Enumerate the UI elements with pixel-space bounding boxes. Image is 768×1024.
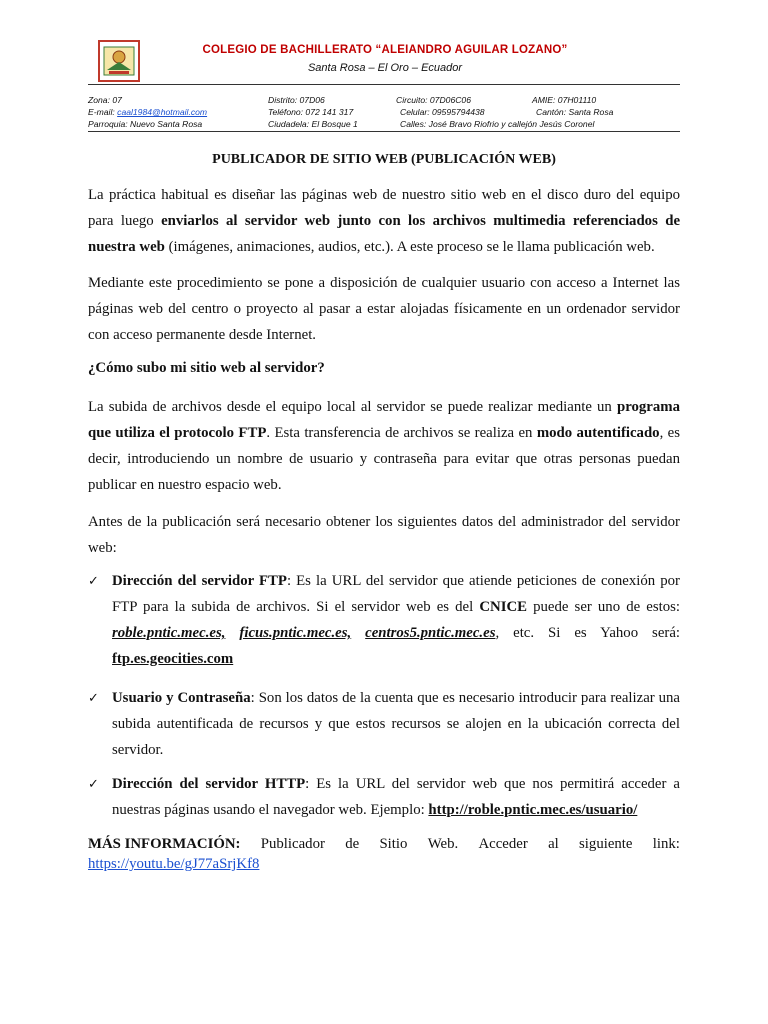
section-question: ¿Cómo subo mi sitio web al servidor?	[88, 360, 325, 376]
info-telefono: Teléfono: 072 141 317	[268, 107, 354, 117]
info-calles: Calles: José Bravo Riofrio y callejón Jesús Coronel	[400, 119, 595, 129]
more-information: MÁS INFORMACIÓN: Publicador de Sitio Web. Acceder al siguiente link: https://youtu.be/gJ77aSrjKf8	[88, 836, 680, 872]
document-title: PUBLICADOR DE SITIO WEB (PUBLICACIÓN WEB)	[212, 152, 556, 167]
header-top-divider	[88, 84, 680, 85]
info-parroquia: Parroquia: Nuevo Santa Rosa	[88, 119, 203, 129]
info-zona: Zona: 07	[88, 95, 122, 105]
bullet-user-password: Usuario y Contraseña: Son los datos de la cuenta que es necesario introducir para realizar una subida autentificada de recursos y que estos recursos se alojen en la ubicación correcta del servidor.	[112, 690, 681, 758]
paragraph-requirements: Antes de la publicación será necesario obtener los siguientes datos del administrador del servidor web:	[88, 514, 680, 556]
school-location: Santa Rosa – El Oro – Ecuador	[307, 62, 463, 74]
header-bottom-divider	[88, 131, 680, 132]
more-info-label: MÁS INFORMACIÓN:	[88, 836, 241, 852]
checkmark-icon: ✓	[88, 776, 99, 791]
example-url-link[interactable]: http://roble.pntic.mec.es/usuario/	[428, 802, 638, 818]
server-roble: roble.pntic.mec.es,	[112, 625, 226, 641]
paragraph-procedure: Mediante este procedimiento se pone a disposición de cualquier usuario con acceso a Internet las páginas web del centro o proyecto al pasar a estar alojadas físicamente en un ordenador servidor con acceso permanente desde Internet.	[88, 275, 680, 343]
bullet-http-server: Dirección del servidor HTTP: Es la URL del servidor web que nos permitirá acceder a nuestras páginas usando el navegador web. Ejemplo: http://roble.pntic.mec.es/usuario/	[112, 776, 680, 818]
info-canton: Cantón: Santa Rosa	[536, 107, 614, 117]
school-crest-logo	[98, 40, 140, 82]
paragraph-intro: La práctica habitual es diseñar las páginas web de nuestro sitio web en el disco duro del equipo para luego enviarlos al servidor web junto con los archivos multimedia referenciados de nuestra web (imágenes, animaciones, audios, etc.). A este proceso se le llama publicación web.	[88, 187, 681, 255]
bullet-ftp-server: Dirección del servidor FTP: Es la URL del servidor que atiende peticiones de conexión por FTP para la subida de archivos. Si el servidor web es del CNICE puede ser uno de estos: roble.pntic.mec.es, ficus.pntic.mec.es, centros5.pntic.mec.es, etc. Si es Yahoo será: ftp.es.geocities.com	[112, 573, 680, 667]
checkmark-icon: ✓	[88, 690, 99, 705]
yahoo-ftp: ftp.es.geocities.com	[112, 651, 234, 667]
info-celular: Celular: 09595794438	[400, 107, 485, 117]
server-ficus: ficus.pntic.mec.es,	[239, 625, 352, 641]
info-circuito: Circuito: 07D06C06	[396, 95, 471, 105]
server-centros5: centros5.pntic.mec.es	[365, 625, 496, 641]
paragraph-ftp: La subida de archivos desde el equipo local al servidor se puede realizar mediante un programa que utiliza el protocolo FTP. Esta transferencia de archivos se realiza en modo autentificado, es decir, introduciendo un nombre de usuario y contraseña para evitar que otras personas puedan publicar en nuestro espacio web.	[88, 399, 680, 493]
info-ciudadela: Ciudadela: El Bosque 1	[268, 119, 358, 129]
school-name: COLEGIO DE BACHILLERATO “ALEIANDRO AGUILAR LOZANO”	[202, 44, 568, 56]
info-distrito: Distrito: 07D06	[268, 95, 325, 105]
checkmark-icon: ✓	[88, 573, 99, 588]
info-amie: AMIE: 07H01110	[532, 95, 597, 105]
info-email-row: E-mail: caal1984@hotmail.com	[88, 107, 208, 117]
email-link[interactable]: caal1984@hotmail.com	[117, 107, 208, 117]
youtube-link[interactable]: https://youtu.be/gJ77aSrjKf8	[88, 856, 260, 872]
